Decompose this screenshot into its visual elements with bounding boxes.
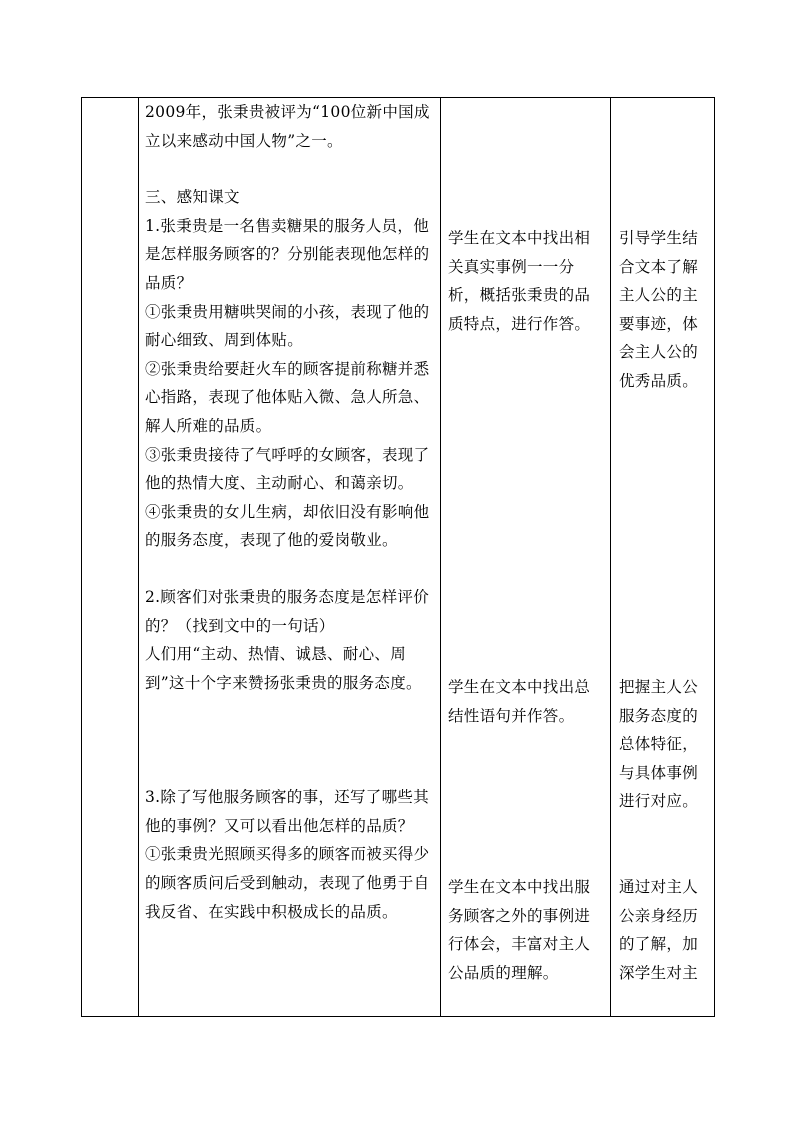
text-line: 务顾客之外的事例进 [448,906,591,925]
text-line: ①张秉贵用糖哄哭闹的小孩，表现了他的 [145,302,430,321]
design-intent-q1 [619,224,707,396]
text-line: 学生在文本中找出总 [448,678,591,696]
column-divider-2 [440,98,441,1016]
text-line: 我反省、在实践中积极成长的品质。 [145,902,398,921]
text-line: 品质？ [145,273,193,292]
student-activity-q1 [448,224,598,338]
text-line: 关真实事例一一分 [448,257,575,276]
text-line: 要事迹，体 [619,314,699,333]
text-line: 服务态度的 [619,706,699,725]
text-line: 1.张秉贵是一名售卖糖果的服务人员，他 [145,216,429,235]
text-line: 2.顾客们对张秉贵的服务态度是怎样评价 [145,587,429,606]
text-line: 耐心细致、周到体贴。 [145,331,304,350]
text-line: 合文本了解 [619,257,699,276]
text-line: 的服务态度，表现了他的爱岗敬业。 [145,531,398,550]
text-line: 到”这十个字来赞扬张秉贵的服务态度。 [145,673,422,692]
text-line: 学生在文本中找出服 [448,878,591,896]
text-line: 人们用“主动、热情、诚恳、耐心、周 [145,645,407,664]
text-line: 学生在文本中找出相 [448,229,591,247]
text-line: 他的热情大度、主动耐心、和蔼亲切。 [145,474,414,493]
text-line: 公亲身经历 [619,906,699,925]
column-divider-3 [610,98,611,1016]
text-line: 主人公的主 [619,286,699,305]
text-line: 的顾客质问后受到触动，表现了他勇于自 [145,874,430,893]
text-line: 进行对应。 [619,792,699,811]
text-line: 通过对主人 [619,878,699,896]
text-line: ①张秉贵光照顾买得多的顾客而被买得少 [145,845,430,864]
student-activity-q3 [448,873,598,987]
text-line: 引导学生结 [619,229,699,247]
text-line: ②张秉贵给要赶火车的顾客提前称糖并悉 [145,359,430,378]
design-intent-q3 [619,873,707,987]
content-column [145,98,437,926]
text-line: 结性语句并作答。 [448,706,575,725]
text-line: 优秀品质。 [619,371,699,390]
text-line: 心指路，表现了他体贴入微、急人所急、 [145,388,430,407]
text-line: 质特点，进行作答。 [448,314,591,333]
text-line: 与具体事例 [619,763,699,782]
text-line: 的了解，加 [619,935,699,954]
text-line: 立以来感动中国人物”之一。 [145,131,343,150]
text-line: 公品质的理解。 [448,963,559,982]
lesson-plan-table [81,97,715,1017]
text-line: ④张秉贵的女儿生病，却依旧没有影响他 [145,502,430,521]
column-divider-1 [138,98,139,1016]
text-line: 行体会，丰富对主人 [448,935,591,954]
section-heading: 三、感知课文 [145,188,240,207]
text-line: 析，概括张秉贵的品 [448,286,591,305]
text-line: 解人所难的品质。 [145,416,272,435]
text-line: 的？（找到文中的一句话） [145,616,335,635]
student-activity-q2 [448,673,598,730]
text-line: 总体特征， [619,735,699,754]
design-intent-q2 [619,673,707,816]
text-line: 把握主人公 [619,678,699,696]
text-line: 2009年，张秉贵被评为“100位新中国成 [145,103,430,121]
text-line: 是怎样服务顾客的？分别能表现他怎样的 [145,245,430,264]
text-line: 3.除了写他服务顾客的事，还写了哪些其 [145,788,429,807]
text-line: 会主人公的 [619,343,699,362]
text-line: 他的事例？又可以看出他怎样的品质？ [145,816,414,835]
text-line: ③张秉贵接待了气呼呼的女顾客，表现了 [145,445,430,464]
text-line: 深学生对主 [619,963,699,982]
